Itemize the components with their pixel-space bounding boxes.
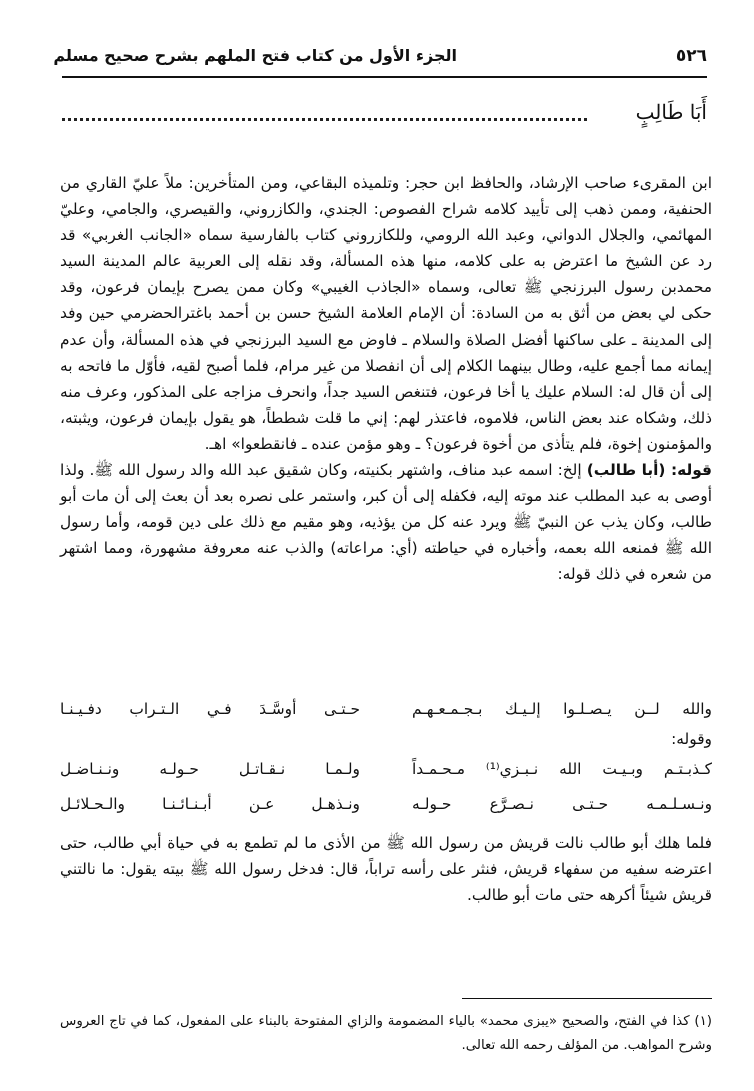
header-rule (62, 76, 707, 78)
dotted-leader (62, 118, 587, 121)
qawluhu-label: قوله: (أبا طالب) (586, 461, 712, 480)
lemma-heading: أَبَا طَالِبٍ (635, 100, 707, 124)
paragraph-2-text: إلخ: اسمه عبد مناف، واشتهر بكنيته، وكان شقيق عبد الله والد رسول الله ﷺ. ولذا أوصى به عبد المطلب عند موته إليه، فكفله إلى أن كبر، واستمر على نصره بعد أن بعث إلى أن مات أبو طالب، وكان يذب عن النبيّ ﷺ ويرد عنه كل من يؤذيه، وهو مقيم مع ذلك على دين قومه، وأما رسول الله ﷺ فمنعه الله بعمه، وأخباره في حياطته (أي: مراعاته) والذب عنه معروفة مشهورة، ومما اشتهر من شعره في ذلك قوله: (60, 461, 712, 584)
verse-3-second-half: ونـذهـل عـن أبـنـائـنـا والـحـلائـل (60, 795, 360, 813)
page-number: ٥٢٦ (675, 46, 707, 66)
lemma-line (62, 100, 707, 132)
verse-1-second-half: حـتـى أوسَّـدَ فـي الـتـراب دفـيـنـا (60, 700, 360, 718)
footnote (60, 1010, 712, 1058)
footnote-rule (462, 998, 712, 999)
paragraph-1: ابن المقرىء صاحب الإرشاد، والحافظ ابن حجر: وتلميذه البقاعي، ومن المتأخرين: ملاً عليّ القاري من الحنفية، وممن ذهب إلى تأييد كلامه شراح الفصوص: الجندي، والكازروني، والقيصري، والجامي، وعليّ المهائمي، والجلال الدواني، وعبد الله الرومي، وللكازروني كتاب بالفارسية سماه «الجانب الغربي» قد رد عن الشيخ ما اعترض به على كلامه، منها هذه المسألة، وقد نقله إلى العربية عالم المدينة السيد محمدبن رسول البرزنجي ﷺ تعالى، وسماه «الجاذب الغيبي» وكان ممن يصرح بإيمان فرعون، وقد حكى لي بعض من أثق به من السادة: أن الإمام العلامة الشيخ حسن بن أحمد باغترالحضرمي حين وفد إلى المدينة ـ على ساكنها أفضل الصلاة والسلام ـ فاوض مع السيد البرزنجي في هذه المسألة، وأن عدم إيمانه مما أجمع عليه، وطال بينهما الكلام إلى أن انفصلا من غير مرام، فلما أصبح لقيه، فأوّل ما فاتحه به إلى أن قال له: السلام عليك يا أخا فرعون، فتنغص السيد جداً، وانحرف مزاجه على المذكور، وعرف منه ذلك، وشكاه عند بعض الناس، فلاموه، فاعتذر لهم: إني ما قلت شططاً، هو يقول بإيمان فرعون، ويثبته، والمؤمنون إخوة، فلم يتأذى من أخوة فرعون؟ ـ وهو مؤمن عنده ـ فانقطعوا» اهـ. (60, 174, 712, 453)
verse-row-1 (60, 700, 712, 728)
verse-row-3 (60, 795, 712, 823)
closing-text (60, 830, 712, 908)
verse-1-first-half: والله لــن يـصـلـوا إلـيـك بـجـمـعـهـم (412, 700, 712, 718)
running-title: الجزء الأول من كتاب فتح الملهم بشرح صحيح مسلم (53, 46, 457, 65)
page-header (53, 46, 707, 74)
paragraph-2 (60, 457, 712, 587)
verse-2-first-half: كـذبـتـم وبـيـت الله نـبـزي⁽¹⁾ مـحـمـداً (412, 760, 712, 778)
commentary-body (60, 170, 712, 588)
verse-label: وقوله: (671, 730, 712, 748)
verse-row-2 (60, 760, 712, 788)
verse-2-second-half: ولـمـا نـقـاتـل حـولـه ونـنـاضـل (60, 760, 360, 778)
paragraph-3: فلما هلك أبو طالب نالت قريش من رسول الله ﷺ من الأذى ما لم تطمع به في حياة أبي طالب، حتى اعترضه سفيه من سفهاء قريش، فنثر على رأسه تراباً، قال: فدخل رسول الله ﷺ بيته يقول: ما نالتني قريش شيئاً أكرهه حتى مات أبو طالب. (60, 834, 712, 905)
verse-3-first-half: ونـسـلـمـه حـتـى نـصـرَّع حـولـه (412, 795, 712, 813)
footnote-1: (١) كذا في الفتح، والصحيح «يبزى محمد» بالياء المضمومة والزاي المفتوحة بالبناء على المفعول، كما في تاج العروس وشرح المواهب. من المؤلف رحمه الله تعالى. (60, 1014, 712, 1053)
